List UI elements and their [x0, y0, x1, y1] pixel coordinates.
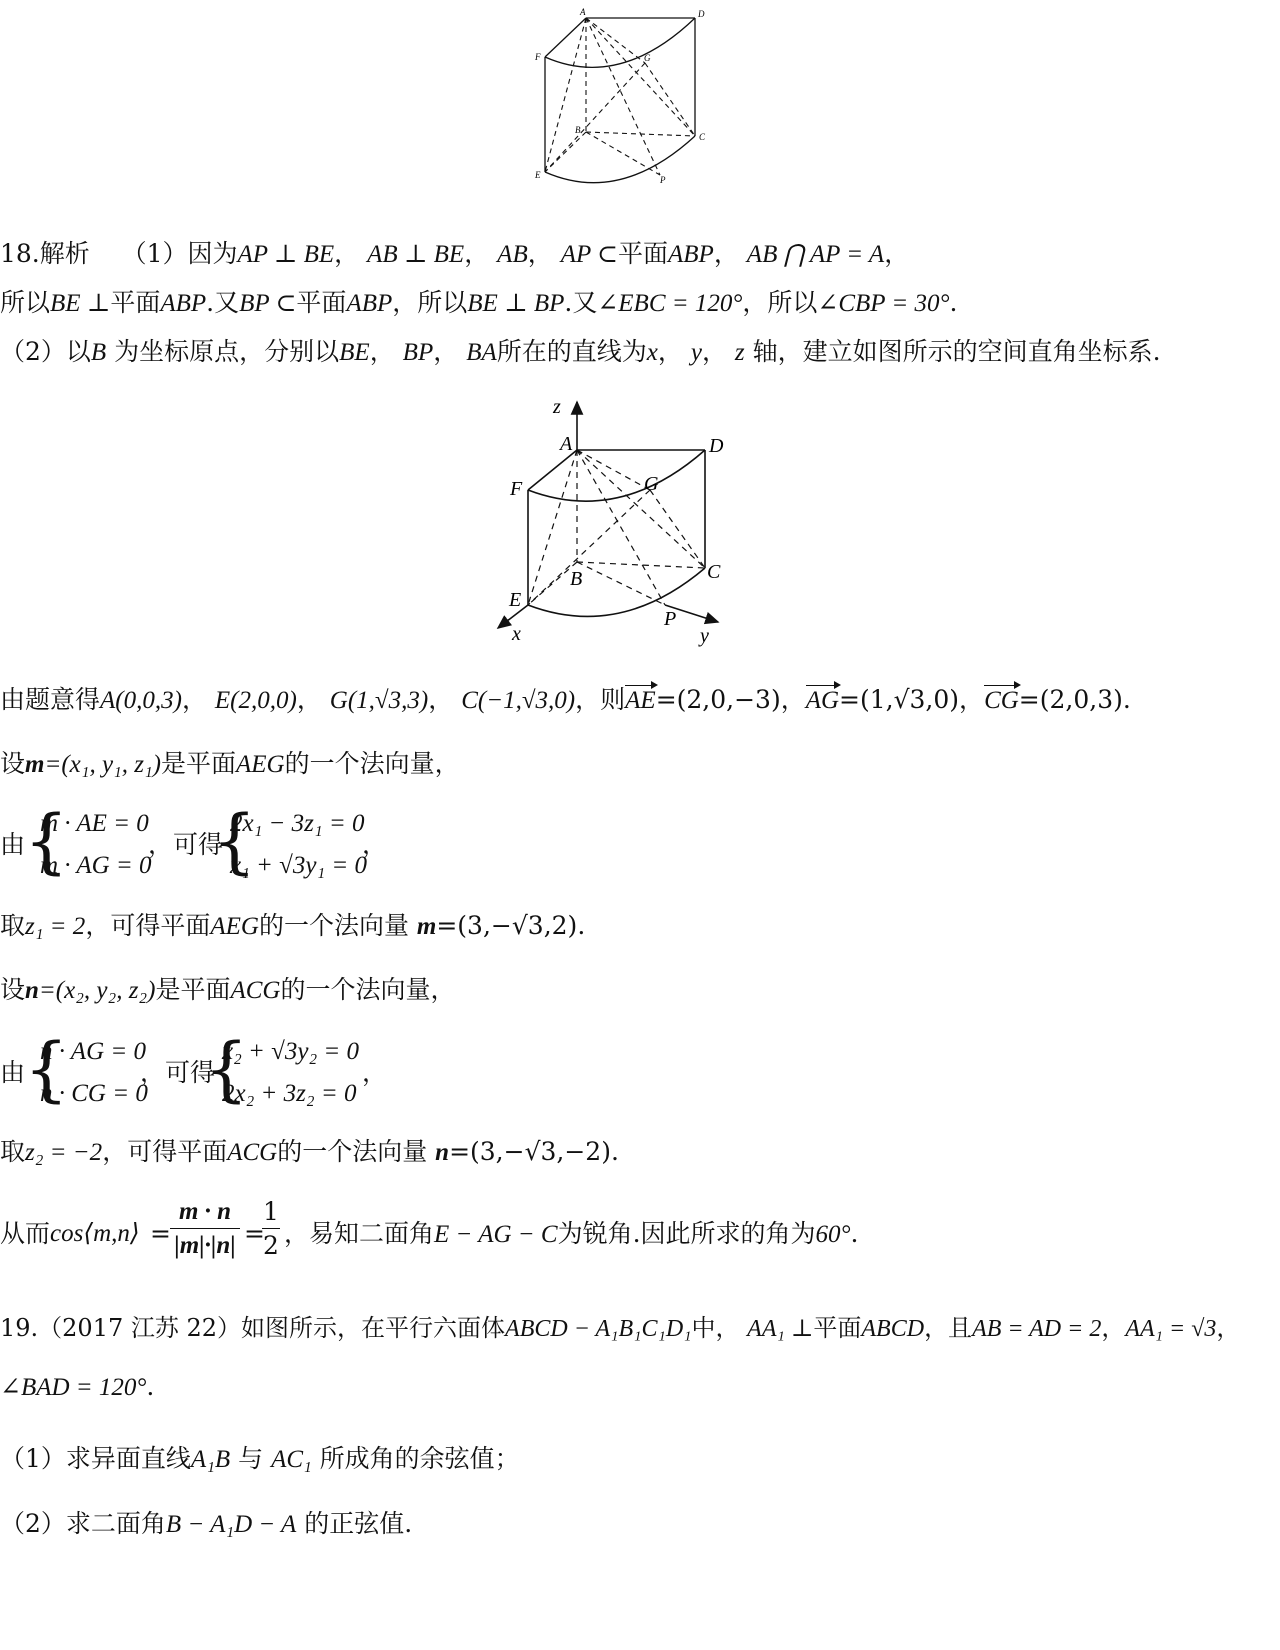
- figure-2: [480, 390, 760, 650]
- fig1-label-d: D: [698, 9, 705, 19]
- sys2-s1: x₂ + √3y₂ = 0: [222, 1038, 360, 1065]
- p19-q2: （2）求二面角B − A₁D − A 的正弦值.: [0, 1509, 413, 1538]
- sys1-brace: {: [24, 800, 69, 882]
- fig2-label-a: A: [560, 433, 573, 455]
- sys2-brace2: {: [204, 1028, 249, 1110]
- cos-numerator: m · n: [178, 1198, 232, 1225]
- fig1-label-p: P: [660, 175, 666, 185]
- cos-line: [0, 1196, 1000, 1276]
- sys2-row1: n · AG = 0: [40, 1038, 146, 1065]
- sys1-s2: x₁ + √3y₁ = 0: [230, 852, 368, 879]
- set-m-line: 设m=(x₁, y₁, z₁)是平面AEG的一个法向量，: [0, 749, 460, 778]
- sys1-you: 由: [0, 830, 26, 859]
- p19-line2: ∠BAD = 120°.: [0, 1372, 155, 1401]
- fig1-label-g: G: [644, 53, 651, 63]
- fig1-label-c: C: [699, 132, 706, 142]
- fig2-label-e: E: [509, 589, 522, 611]
- sys2-you: 由: [0, 1058, 26, 1087]
- sol18-line3: （2）以B 为坐标原点，分别以BE， BP， BA所在的直线为x， y， z 轴，建立如图所示的空间直角坐标系.: [0, 337, 1161, 366]
- fig2-label-p: P: [664, 608, 677, 630]
- fig2-label-z: z: [553, 396, 561, 418]
- cos-fraction: [170, 1196, 240, 1263]
- p19-q1: （1）求异面直线A₁B 与 AC₁ 所成角的余弦值；: [0, 1444, 520, 1473]
- sys1-brace2: {: [212, 800, 257, 882]
- figure-1: [520, 0, 720, 190]
- sys2-mid: ，可得: [140, 1058, 216, 1087]
- half-numerator: 1: [263, 1197, 279, 1226]
- fig1-label-a: A: [580, 7, 586, 17]
- fig2-label-g: G: [644, 473, 659, 495]
- fig2-label-f: F: [510, 478, 523, 500]
- take-z2-line: 取z₂ = −2，可得平面ACG的一个法向量 n=(3,−√3,−2).: [0, 1137, 619, 1166]
- system-2: [0, 1028, 420, 1118]
- sys1-row2: m · AG = 0: [40, 852, 152, 879]
- cos-denominator: |m|·|n|: [174, 1232, 236, 1259]
- sys2-brace: {: [24, 1028, 69, 1110]
- fig2-label-d: D: [709, 435, 724, 457]
- p19-line1: 19.（2017 江苏 22）如图所示，在平行六面体ABCD − A₁B₁C₁D₁中， AA₁ ⊥平面ABCD，且AB = AD = 2，AA₁ = √3，: [0, 1314, 1241, 1342]
- sys2-end: ，: [362, 1058, 388, 1087]
- sol18-line1: 18.解析 （1）因为AP ⊥ BE， AB ⊥ BE， AB， AP ⊂平面ABP， AB ⋂ AP = A，: [0, 239, 910, 268]
- fig2-label-b: B: [570, 568, 583, 590]
- sol18-line2: 所以BE ⊥平面ABP.又BP ⊂平面ABP，所以BE ⊥ BP.又∠EBC = 120°，所以∠CBP = 30°.: [0, 288, 958, 317]
- half-fraction: [262, 1196, 280, 1263]
- take-z1-line: 取z₁ = 2，可得平面AEG的一个法向量 m=(3,−√3,2).: [0, 911, 586, 940]
- sys1-row1: m · AE = 0: [40, 810, 149, 837]
- sys1-s1: 2x₁ − 3z₁ = 0: [230, 810, 365, 837]
- cos-d: =: [244, 1219, 265, 1248]
- half-denominator: 2: [263, 1231, 279, 1260]
- sys2-row2: n · CG = 0: [40, 1080, 148, 1107]
- coords-line: 由题意得A(0,0,3)， E(2,0,0)， G(1,√3,3)， C(−1,√3,0)，则AE=(2,0,−3)，AG=(1,√3,0)，CG=(2,0,3).: [0, 684, 1131, 717]
- cos-b: cos⟨m,n⟩: [50, 1220, 140, 1247]
- fig2-label-c: C: [707, 561, 721, 583]
- fig2-label-x: x: [512, 623, 521, 645]
- fig1-label-b: B: [575, 125, 581, 135]
- cos-a: 从而: [0, 1219, 51, 1248]
- cos-tail: ，易知二面角E − AG − C为锐角.因此所求的角为60°.: [284, 1219, 859, 1248]
- cos-c: =: [150, 1219, 171, 1248]
- fig2-label-y: y: [700, 625, 709, 647]
- system-1: [0, 800, 420, 890]
- set-n-line: 设n=(x₂, y₂, z₂)是平面ACG的一个法向量，: [0, 975, 456, 1004]
- fig1-label-f: F: [535, 52, 541, 62]
- sys1-end: ，: [362, 830, 388, 859]
- sys1-mid: ，可得: [148, 830, 224, 859]
- sys2-s2: 2x₂ + 3z₂ = 0: [222, 1080, 357, 1107]
- fig1-label-e: E: [535, 170, 541, 180]
